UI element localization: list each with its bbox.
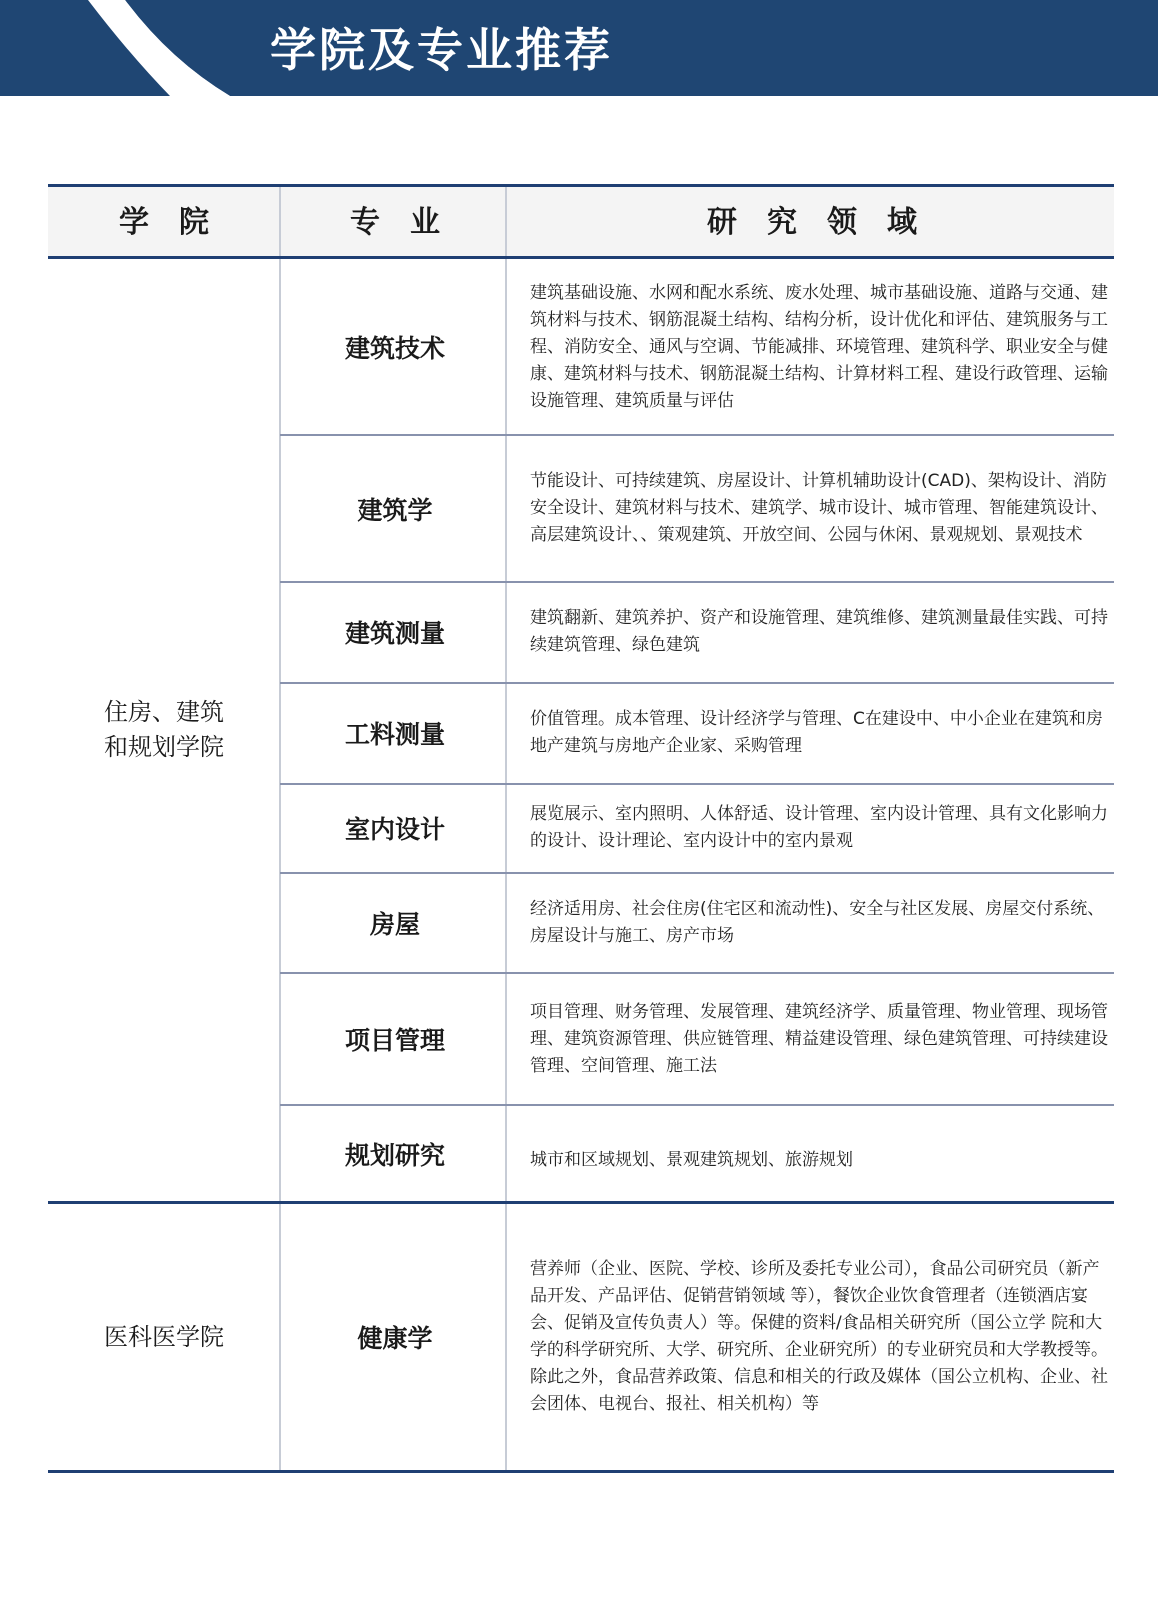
major-name: 建筑学: [357, 495, 433, 525]
header-banner: [0, 0, 1158, 100]
research-fields: 节能设计、可持续建筑、房屋设计、计算机辅助设计(CAD)、架构设计、消防安全设计、建筑材料与技术、建筑学、城市设计、城市管理、智能建筑设计、高层建筑设计、、策观建筑、开放空间、公园与休闲、景观规划、景观技术: [530, 471, 1108, 545]
major-name: 健康学: [357, 1324, 433, 1353]
major-name: 房屋: [369, 910, 420, 939]
major-name: 规划研究: [344, 1140, 445, 1170]
research-fields: 经济适用房、社会住房(住宅区和流动性)、安全与社区发展、房屋交付系统、房屋设计与施工、房产市场: [530, 899, 1105, 946]
research-fields: 建筑翻新、建筑养护、资产和设施管理、建筑维修、建筑测量最佳实践、可持续建筑管理、绿色建筑: [530, 608, 1108, 655]
column-header-field: 研 究 领 域: [707, 205, 917, 240]
major-name: 建筑技术: [344, 334, 445, 363]
research-fields: 项目管理、财务管理、发展管理、建筑经济学、质量管理、物业管理、现场管理、建筑资源管理、供应链管理、精益建设管理、绿色建筑管理、可持续建设管理、空间管理、施工法: [530, 1001, 1108, 1076]
college-name: 住房、建筑 和规划学院: [104, 698, 224, 761]
college-name: 医科医学院: [104, 1322, 224, 1351]
table-bottom-rule: [48, 1470, 1114, 1473]
research-fields: 价值管理。成本管理、设计经济学与管理、C在建设中、中小企业在建筑和房地产建筑与房地产企业家、采购管理: [530, 709, 1103, 756]
major-name: 室内设计: [344, 815, 445, 844]
research-fields: 建筑基础设施、水网和配水系统、废水处理、城市基础设施、道路与交通、建筑材料与技术、钢筋混凝土结构、结构分析，设计优化和评估、建筑服务与工程、消防安全、通风与空调、节能减排、环境管理、建筑科学、职业安全与健康、建筑材料与技术、钢筋混凝土结构、计算材料工程、建设行政管理、运输设施管理、建筑质量与评估: [530, 282, 1108, 411]
research-fields: 城市和区域规划、景观建筑规划、旅游规划: [530, 1150, 853, 1170]
research-fields: 营养师（企业、医院、学校、诊所及委托专业公司），食品公司研究员（新产品开发、产品评估、促销营销领域 等），餐饮企业饮食管理者（连锁酒店宴会、促销及宣传负责人）等。保健的资料/食品相关研究所（国公立学 院和大学的科学研究所、大学、研究所、企业研究所）的专业研究员和大学教授等。除此之外，食品营养政策、信息和相关的行政及媒体（国公立机构、企业、社会团体、电视台、报社、相关机构）等: [530, 1259, 1108, 1414]
major-name: 工料测量: [344, 720, 445, 749]
column-header-major: 专 业: [350, 205, 440, 240]
research-fields: 展览展示、室内照明、人体舒适、设计管理、室内设计管理、具有文化影响力的设计、设计理论、室内设计中的室内景观: [530, 804, 1108, 851]
table-header: [48, 187, 1114, 259]
column-header-college: 学 院: [119, 205, 209, 240]
major-name: 建筑测量: [344, 619, 445, 648]
major-name: 项目管理: [344, 1026, 445, 1055]
page-title: 学院及专业推荐: [270, 23, 613, 77]
